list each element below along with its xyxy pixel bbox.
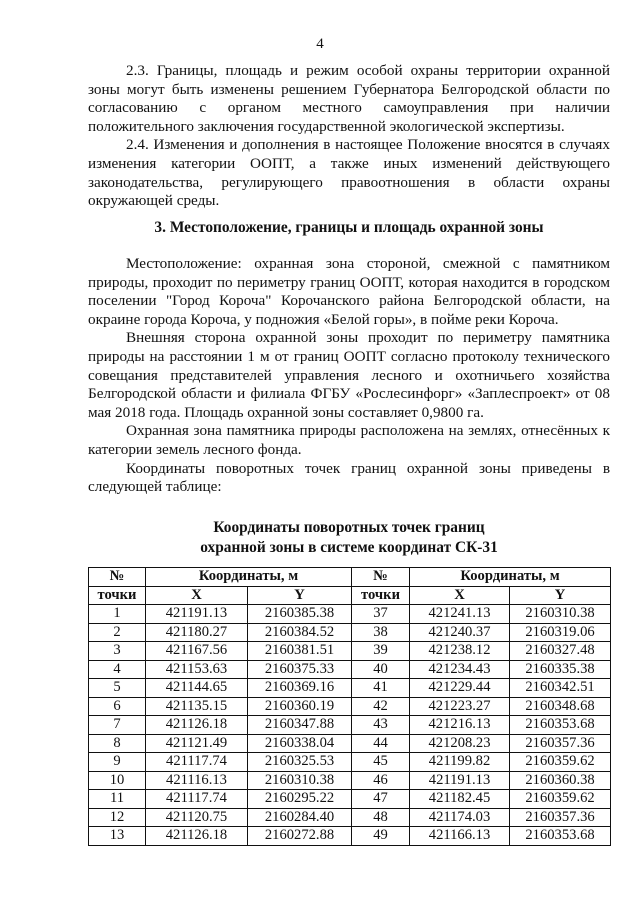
y-value-cell: 2160353.68 [510,716,611,735]
point-number-cell: 8 [89,734,146,753]
x-value-cell: 421238.12 [410,642,510,661]
table-row [89,771,611,790]
y-value-cell: 2160338.04 [248,734,352,753]
x-value-cell: 421117.74 [146,753,248,772]
table-title [88,518,610,558]
y-value-cell: 2160335.38 [510,660,611,679]
table-row [89,734,611,753]
x-value-cell: 421182.45 [410,790,510,809]
table-row [89,827,611,846]
y-value-cell: 2160353.68 [510,827,611,846]
table-title-line2: охранной зоны в системе координат СК-31 [200,539,498,556]
table-row [89,660,611,679]
point-number-cell: 4 [89,660,146,679]
table-row [89,790,611,809]
x-value-cell: 421208.23 [410,734,510,753]
point-number-cell: 49 [352,827,410,846]
table-title-line1: Координаты поворотных точек границ [213,519,485,536]
coords-header: Координаты, м [410,568,611,587]
x-value-cell: 421229.44 [410,679,510,698]
point-number-cell: 7 [89,716,146,735]
point-number-cell: 1 [89,605,146,624]
y-value-cell: 2160381.51 [248,642,352,661]
paragraph-2-4: 2.4. Изменения и дополнения в настоящее Положение вносятся в случаях изменения категории ООПТ, а также иных изменений действующего законодательства, регулирующего правоотношения в области охраны окружающей среды. [88,136,610,210]
x-header: X [410,586,510,605]
paragraph-land-category: Охранная зона памятника природы расположена на землях, отнесённых к категории земель лесного фонда. [88,422,610,458]
table-row [89,679,611,698]
point-number-cell: 3 [89,642,146,661]
table-row [89,753,611,772]
point-number-cell: 47 [352,790,410,809]
coordinates-table [88,567,611,846]
point-number-cell: 43 [352,716,410,735]
x-value-cell: 421241.13 [410,605,510,624]
x-value-cell: 421234.43 [410,660,510,679]
num-sign: № [109,568,125,585]
x-value-cell: 421191.13 [146,605,248,624]
point-number-header [352,568,410,587]
x-value-cell: 421117.74 [146,790,248,809]
paragraph-outer-boundary: Внешняя сторона охранной зоны проходит по периметру памятника природы на расстоянии 1 м от границ ООПТ согласно протоколу технического совещания представителей управления лесного и охотничьего хозяйства Белгородской области и филиала ФГБУ «Рослесинфорг» «Заплеспроект» от 08 мая 2018 года. Площадь охранной зоны составляет 0,9800 га. [88,329,610,421]
y-value-cell: 2160385.38 [248,605,352,624]
point-number-cell: 44 [352,734,410,753]
y-value-cell: 2160272.88 [248,827,352,846]
y-header: Y [248,586,352,605]
y-value-cell: 2160357.36 [510,808,611,827]
section-3-heading: 3. Местоположение, границы и площадь охранной зоны [154,219,544,236]
point-number-cell: 2 [89,623,146,642]
paragraph-2-3: 2.3. Границы, площадь и режим особой охраны территории охранной зоны могут быть изменены решением Губернатора Белгородской области по согласованию с органом местного самоуправления при наличии положительного заключения государственной экологической экспертизы. [88,62,610,135]
point-number-cell: 10 [89,771,146,790]
coords-header: Координаты, м [146,568,352,587]
y-value-cell: 2160359.62 [510,790,611,809]
table-row [89,605,611,624]
x-value-cell: 421166.13 [410,827,510,846]
point-number-cell: 45 [352,753,410,772]
x-value-cell: 421153.63 [146,660,248,679]
x-value-cell: 421180.27 [146,623,248,642]
table-body [89,605,611,846]
y-value-cell: 2160360.19 [248,697,352,716]
table-header-row [89,568,611,587]
section-2-text [88,62,610,211]
table-row [89,808,611,827]
x-value-cell: 421126.18 [146,716,248,735]
y-value-cell: 2160369.16 [248,679,352,698]
point-number-cell: 11 [89,790,146,809]
point-number-cell: 5 [89,679,146,698]
paragraph-table-intro: Координаты поворотных точек границ охранной зоны приведены в следующей таблице: [88,459,610,496]
y-value-cell: 2160342.51 [510,679,611,698]
section-3-text [88,255,610,497]
x-value-cell: 421116.13 [146,771,248,790]
x-value-cell: 421240.37 [410,623,510,642]
x-value-cell: 421223.27 [410,697,510,716]
paragraph-location: Местоположение: охранная зона стороной, смежной с памятником природы, проходит по периметру границ ООПТ, которая находится в городском поселении "Город Короча" Корочанского района Белгородской области, на окраине города Короча, у подножия «Белой горы», в пойме реки Короча. [88,255,610,328]
y-value-cell: 2160375.33 [248,660,352,679]
y-value-cell: 2160357.36 [510,734,611,753]
x-value-cell: 421216.13 [410,716,510,735]
x-value-cell: 421167.56 [146,642,248,661]
point-number-cell: 46 [352,771,410,790]
point-number-cell: 37 [352,605,410,624]
point-number-cell: 6 [89,697,146,716]
y-value-cell: 2160347.88 [248,716,352,735]
y-value-cell: 2160327.48 [510,642,611,661]
y-value-cell: 2160319.06 [510,623,611,642]
x-value-cell: 421191.13 [410,771,510,790]
point-number-cell: 13 [89,827,146,846]
x-header: X [146,586,248,605]
x-value-cell: 421121.49 [146,734,248,753]
x-value-cell: 421199.82 [410,753,510,772]
point-number-cell: 41 [352,679,410,698]
table-row [89,716,611,735]
table-row [89,623,611,642]
x-value-cell: 421174.03 [410,808,510,827]
x-value-cell: 421120.75 [146,808,248,827]
table-row [89,697,611,716]
point-number-cell: 39 [352,642,410,661]
point-number-cell: 42 [352,697,410,716]
y-value-cell: 2160325.53 [248,753,352,772]
point-label: точки [89,586,146,605]
y-value-cell: 2160310.38 [510,605,611,624]
y-value-cell: 2160348.68 [510,697,611,716]
table-row [89,642,611,661]
x-value-cell: 421126.18 [146,827,248,846]
point-number-header [89,568,146,587]
x-value-cell: 421135.15 [146,697,248,716]
y-value-cell: 2160359.62 [510,753,611,772]
num-sign: № [373,568,388,585]
point-label: точки [352,586,410,605]
point-number-cell: 48 [352,808,410,827]
point-number-cell: 12 [89,808,146,827]
x-value-cell: 421144.65 [146,679,248,698]
point-number-cell: 40 [352,660,410,679]
y-header: Y [510,586,611,605]
point-number-cell: 9 [89,753,146,772]
y-value-cell: 2160384.52 [248,623,352,642]
page-number: 4 [316,36,324,52]
y-value-cell: 2160360.38 [510,771,611,790]
y-value-cell: 2160310.38 [248,771,352,790]
table-subheader-row [89,586,611,605]
point-number-cell: 38 [352,623,410,642]
y-value-cell: 2160284.40 [248,808,352,827]
y-value-cell: 2160295.22 [248,790,352,809]
